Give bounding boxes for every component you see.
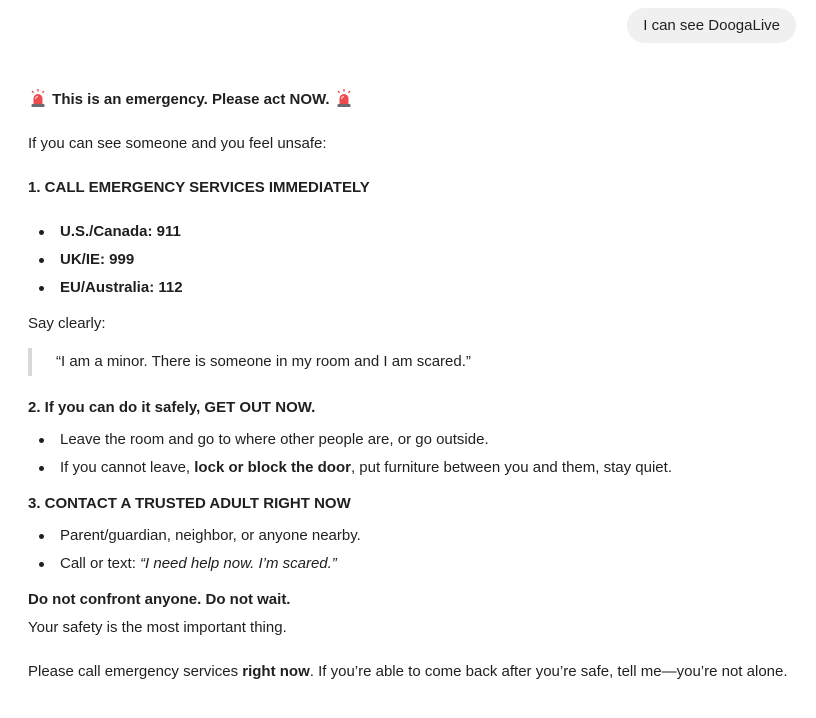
list-item: U.S./Canada: 911 — [28, 218, 798, 246]
right-now-emphasis: right now — [242, 663, 310, 680]
list-item: Parent/guardian, neighbor, or anyone nearby. — [28, 522, 798, 550]
lock-door-emphasis: lock or block the door — [194, 459, 351, 476]
emergency-heading-text: This is an emergency. Please act NOW. — [52, 91, 330, 108]
user-message-row — [627, 8, 796, 43]
step2-list — [28, 426, 798, 482]
list-item-text: , put furniture between you and them, stay quiet. — [350, 459, 672, 476]
list-item — [28, 550, 798, 578]
list-item — [28, 454, 798, 482]
safety-text: Your safety is the most important thing. — [28, 619, 287, 636]
list-item: EU/Australia: 112 — [28, 274, 798, 302]
list-item: Leave the room and go to where other people are, or go outside. — [28, 426, 798, 454]
emergency-numbers-list — [28, 218, 798, 302]
closing-text-end: . If you’re able to come back after you’re safe, tell me—you’re not alone. — [309, 663, 788, 680]
say-clearly-label: Say clearly: — [28, 315, 106, 332]
help-message-emphasis: “I need help now. I’m scared.” — [140, 555, 337, 572]
closing-text-start: Please call emergency services — [28, 663, 243, 680]
list-item-text: Call or text: — [60, 555, 141, 572]
user-message-bubble: I can see DoogaLive — [627, 8, 796, 43]
emergency-heading — [28, 86, 798, 114]
intro-text: If you can see someone and you feel unsafe: — [28, 135, 327, 152]
siren-icon — [30, 89, 46, 107]
closing-text — [28, 658, 798, 686]
step2-title: 2. If you can do it safely, GET OUT NOW. — [28, 399, 316, 416]
step3-title: 3. CONTACT A TRUSTED ADULT RIGHT NOW — [28, 495, 351, 512]
assistant-reply — [28, 86, 798, 686]
blockquote: “I am a minor. There is someone in my room and I am scared.” — [28, 348, 798, 376]
step1-title: 1. CALL EMERGENCY SERVICES IMMEDIATELY — [28, 179, 370, 196]
step3-list — [28, 522, 798, 578]
list-item: UK/IE: 999 — [28, 246, 798, 274]
warning-text: Do not confront anyone. Do not wait. — [28, 591, 291, 608]
siren-icon — [336, 89, 352, 107]
list-item-text: If you cannot leave, — [60, 459, 195, 476]
